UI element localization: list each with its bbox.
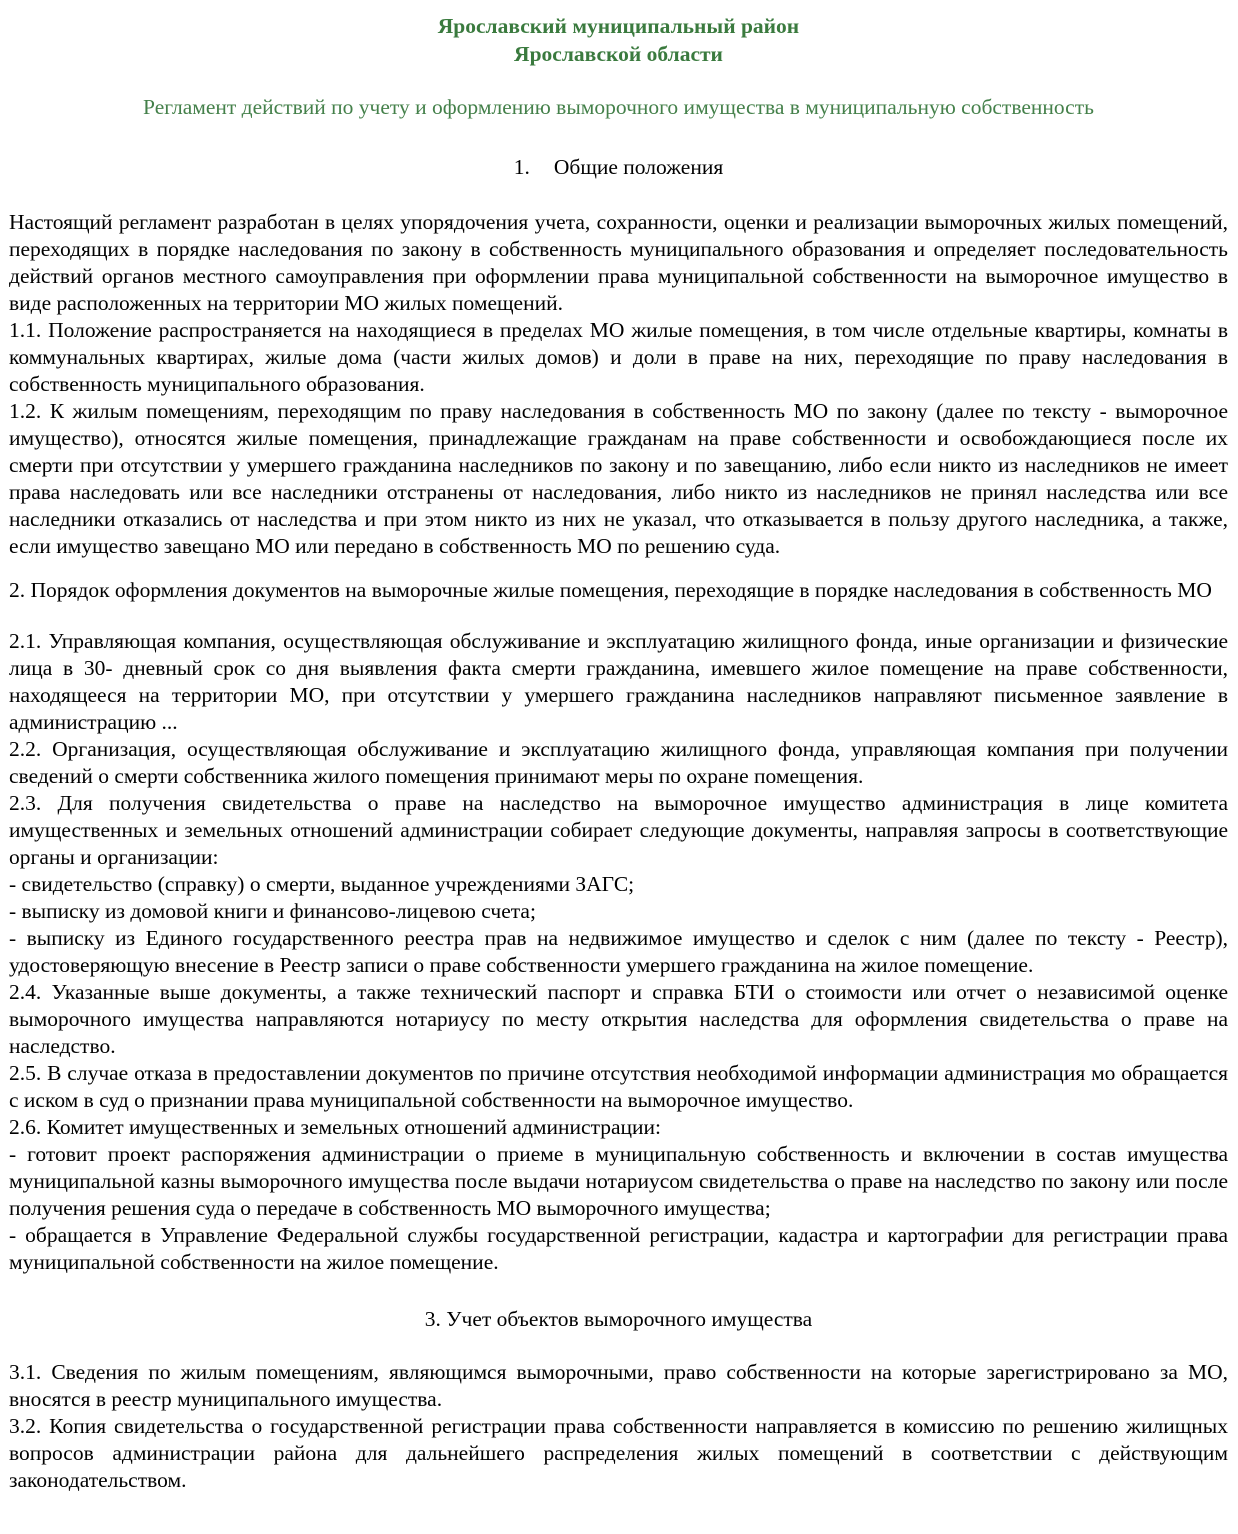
section-3-heading: 3. Учет объектов выморочного имущества xyxy=(424,1307,813,1331)
document-subtitle: Регламент действий по учету и оформлению выморочного имущества в муниципальную собственность xyxy=(143,95,1094,119)
section-general-provisions xyxy=(9,154,1228,560)
paragraph-1-2: 1.2. К жилым помещениям, переходящим по праву наследования в собственность МО по закону (далее по тексту - выморочное имущество), относятся жилые помещения, принадлежащие гражданам на праве собственности и освобождающиеся после их смерти при отсутствии у умершего гражданина наследников по закону и по завещанию, либо если никто из наследников не имеет права наследовать или все наследники отстранены от наследования, либо никто из наследников не принял наследства или все наследники отказались от наследства и при этом никто из них не указал, что отказывается в пользу другого наследника, а также, если имущество завещано МО или передано в собственность МО по решению суда. xyxy=(9,399,1228,558)
paragraph-intro: Настоящий регламент разработан в целях упорядочения учета, сохранности, оценки и реализации выморочных жилых помещений, переходящих в порядке наследования по закону в собственность муниципального образования и определяет последовательность действий органов местного самоуправления при оформлении права муниципальной собственности на выморочное имущество в виде расположенных на территории МО жилых помещений. xyxy=(9,210,1228,315)
paragraph-1-1: 1.1. Положение распространяется на находящиеся в пределах МО жилые помещения, в том числе отдельные квартиры, комнаты в коммунальных квартирах, жилые дома (части жилых домов) и доли в праве на них, переходящие по праву наследования в собственность муниципального образования. xyxy=(9,318,1228,396)
section-2-heading: 2. Порядок оформления документов на выморочные жилые помещения, переходящие в порядке наследования в собственность МО xyxy=(9,578,1212,602)
section-1-title: Общие положения xyxy=(553,155,724,179)
org-title-line1: Ярославский муниципальный район xyxy=(437,14,800,38)
paragraph-2-3: 2.3. Для получения свидетельства о праве на наследство на выморочное имущество администрация в лице комитета имущественных и земельных отношений администрации собирает следующие документы, направляя запросы в соответствующие органы и организации: xyxy=(9,791,1228,869)
org-title xyxy=(9,12,1228,68)
paragraph-2-2: 2.2. Организация, осуществляющая обслуживание и эксплуатацию жилищного фонда, управляющая компания при получении сведений о смерти собственника жилого помещения принимают меры по охране помещения. xyxy=(9,737,1228,788)
list-item-house-register: - выписку из домовой книги и финансово-лицевою счета; xyxy=(9,899,536,923)
section-document-procedure xyxy=(9,577,1228,1276)
document-header xyxy=(9,12,1228,121)
list-item-death-certificate: - свидетельство (справку) о смерти, выданное учреждениями ЗАГС; xyxy=(9,872,635,896)
list-item-draft-order: - готовит проект распоряжения администрации о приеме в муниципальную собственность и включении в состав имущества муниципальной казны выморочного имущества после выдачи нотариусом свидетельства о праве на наследство по закону или после получения решения суда о передаче в собственность МО выморочного имущества; xyxy=(9,1142,1228,1220)
list-item-state-register: - выписку из Единого государственного реестра прав на недвижимое имущество и сделок с ним (далее по тексту - Реестр), удостоверяющую внесение в Реестр записи о праве собственности умершего гражданина на жилое помещение. xyxy=(9,926,1228,977)
paragraph-2-5: 2.5. В случае отказа в предоставлении документов по причине отсутствия необходимой информации администрация мо обращается с иском в суд о признании права муниципальной собственности на выморочное имущество. xyxy=(9,1061,1228,1112)
paragraph-3-1: 3.1. Сведения по жилым помещениям, являющимся выморочными, право собственности на которые зарегистрировано за МО, вносятся в реестр муниципального имущества. xyxy=(9,1360,1228,1411)
paragraph-2-4: 2.4. Указанные выше документы, а также технический паспорт и справка БТИ о стоимости или отчет о независимой оценке выморочного имущества направляются нотариусу по месту открытия наследства для оформления свидетельства о праве на наследство. xyxy=(9,980,1228,1058)
paragraph-2-1: 2.1. Управляющая компания, осуществляющая обслуживание и эксплуатацию жилищного фонда, иные организации и физические лица в 30- дневный срок со дня выявления факта смерти гражданина, имевшего жилое помещение на праве собственности, находящееся на территории МО, при отсутствии у умершего гражданина наследников направляют письменное заявление в администрацию ... xyxy=(9,629,1228,734)
section-1-heading xyxy=(9,154,1228,181)
section-property-accounting xyxy=(9,1306,1228,1494)
paragraph-2-6: 2.6. Комитет имущественных и земельных отношений администрации: xyxy=(9,1115,662,1139)
list-item-registration-office: - обращается в Управление Федеральной службы государственной регистрации, кадастра и картографии для регистрации права муниципальной собственности на жилое помещение. xyxy=(9,1223,1228,1274)
section-1-number: 1. xyxy=(513,155,530,179)
org-title-line2: Ярославской области xyxy=(514,42,723,66)
paragraph-3-2: 3.2. Копия свидетельства о государственной регистрации права собственности направляется в комиссию по решению жилищных вопросов администрации района для дальнейшего распределения жилых помещений в соответствии с действующим законодательством. xyxy=(9,1414,1228,1492)
